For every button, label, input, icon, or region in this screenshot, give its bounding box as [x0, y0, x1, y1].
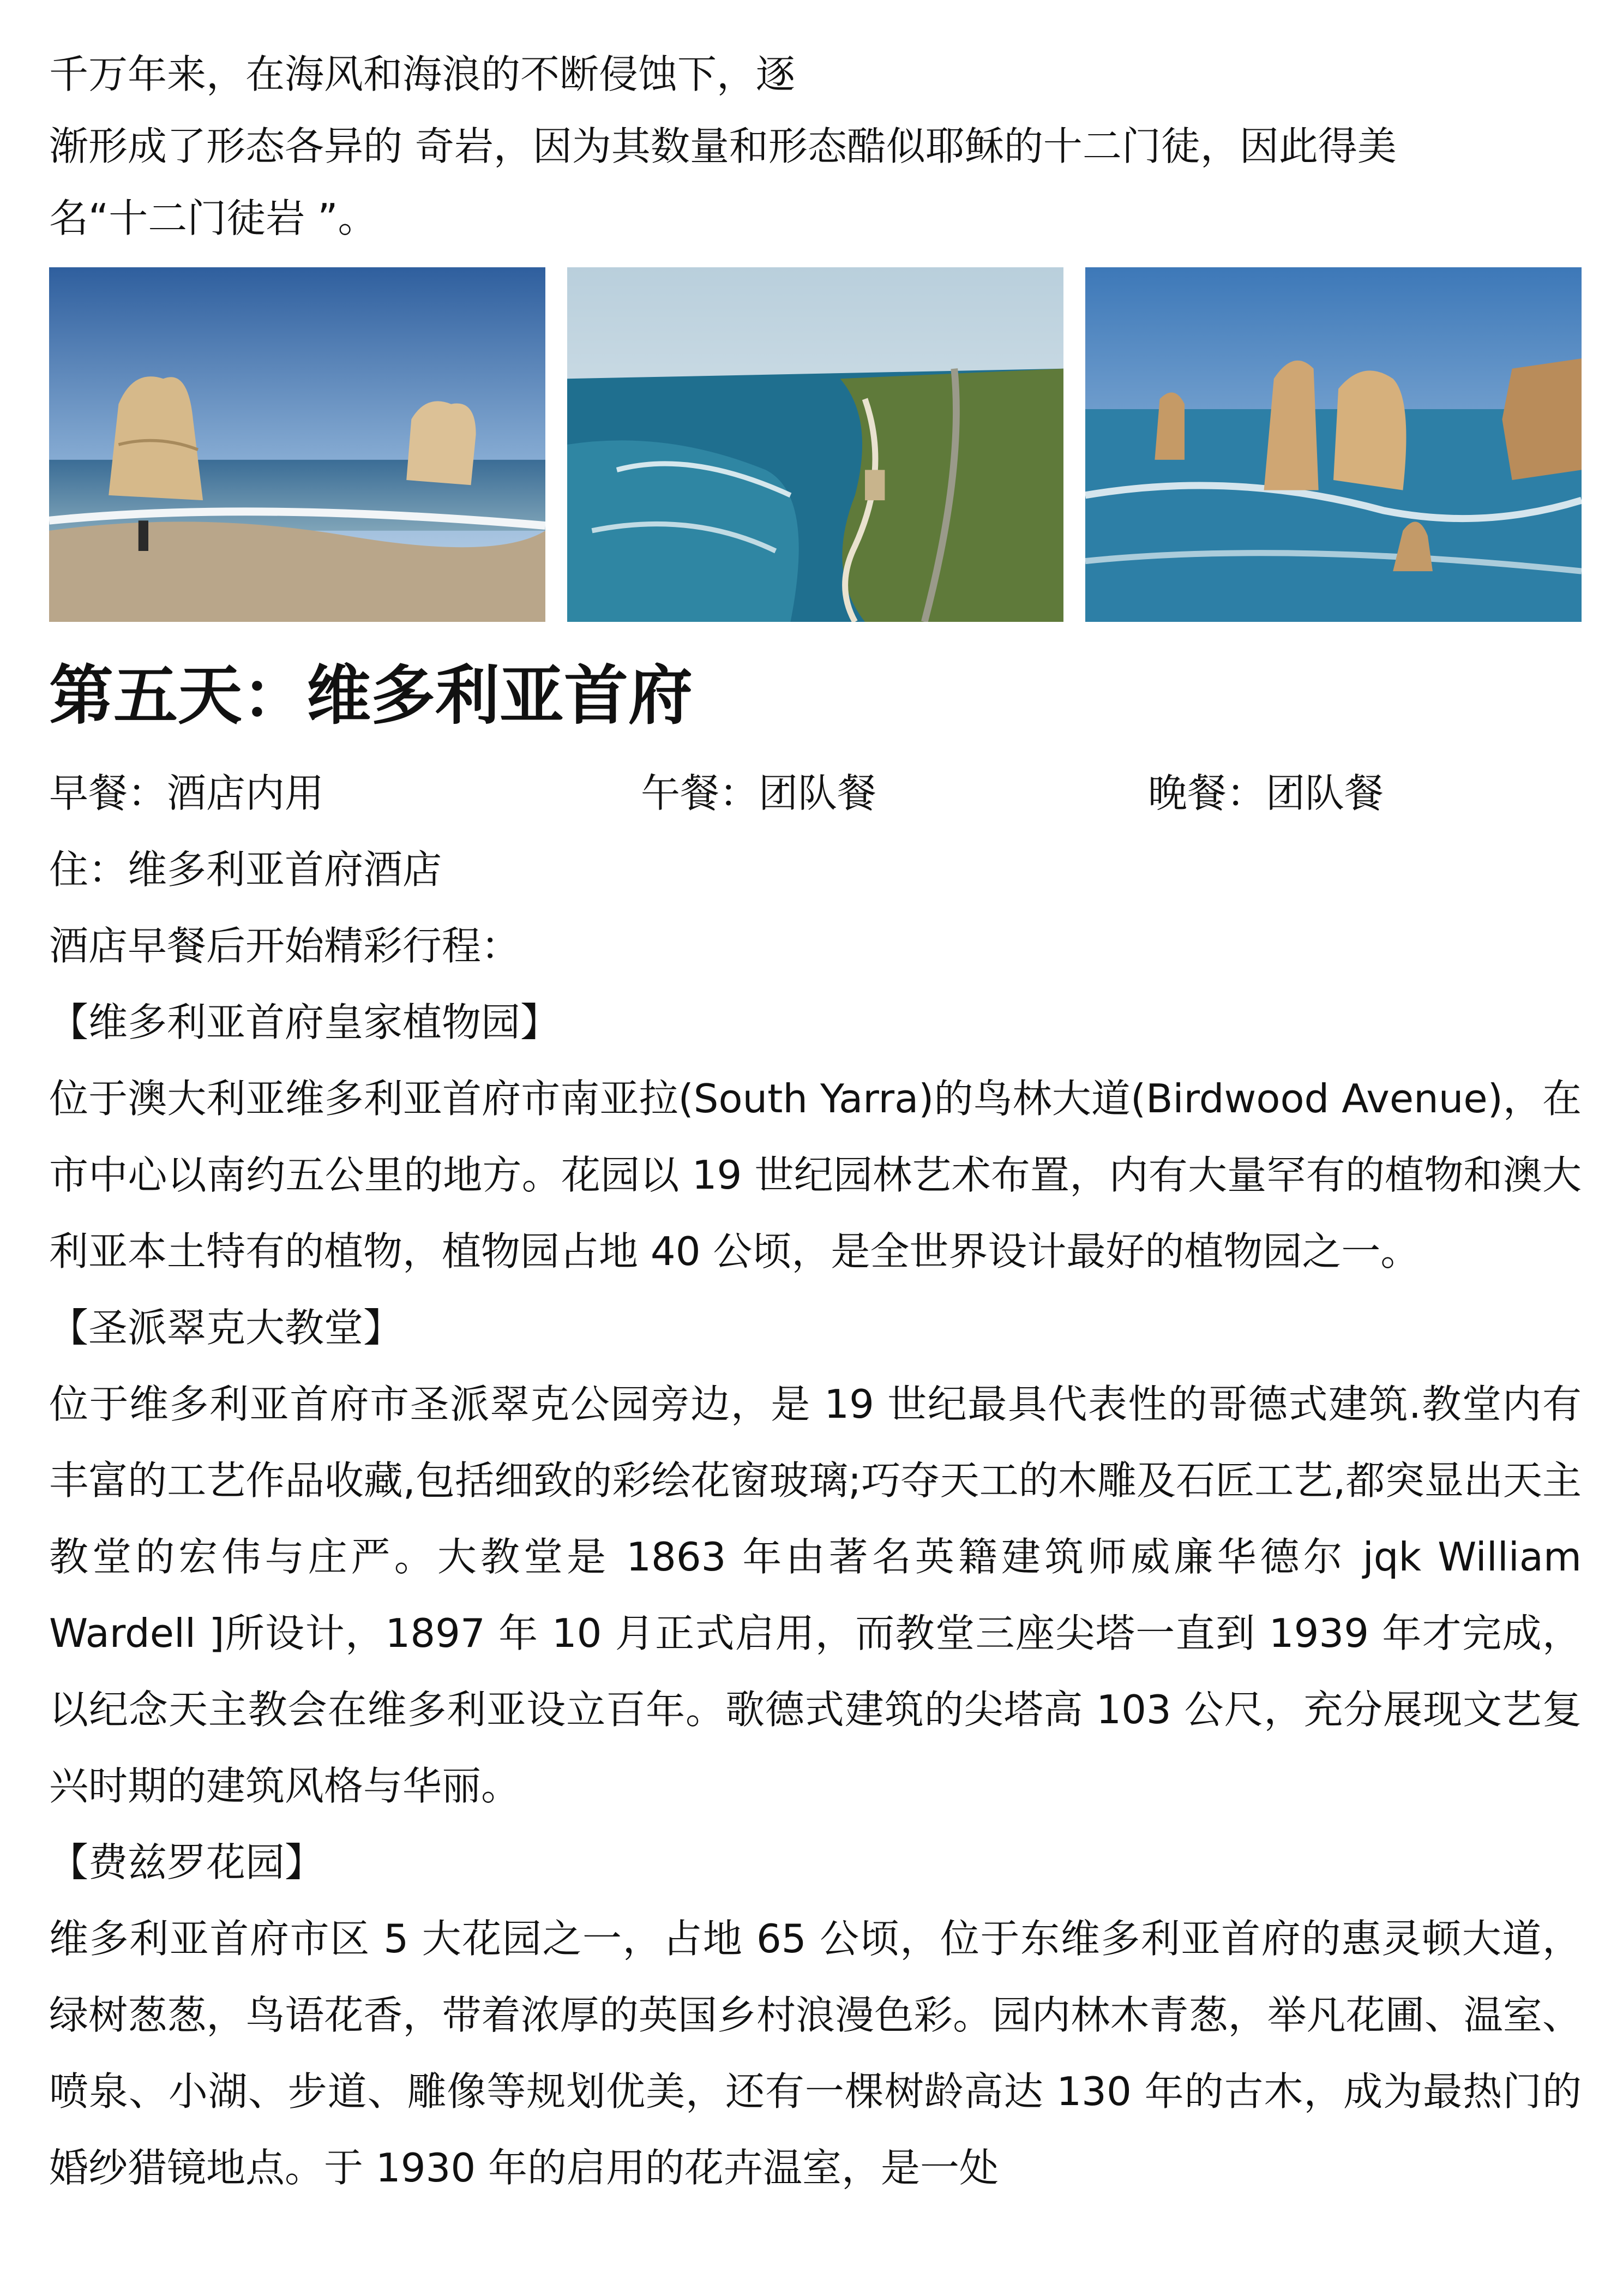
- itinerary-start: 酒店早餐后开始精彩行程：: [49, 923, 521, 969]
- meals-row: [49, 755, 1582, 831]
- intro-line-3: 名“十二门徒岩 ”。: [49, 195, 377, 241]
- twelve-apostles-beach-photo: [49, 267, 545, 622]
- photo-strip: [49, 267, 1582, 622]
- section-text-cathedral: 位于维多利亚首府市圣派翠克公园旁边，是 19 世纪最具代表性的哥德式建筑.教堂内有丰富的工艺作品收藏,包括细致的彩绘花窗玻璃;巧夺天工的木雕及石匠工艺,都突显出天主教堂的宏伟与庄严。大教堂是 1863 年由著名英籍建筑师威廉华德尔 jqk William Wardell ]所设计，1897 年 10 月正式启用，而教堂三座尖塔一直到 1939 年才完成，以纪念天主教会在维多利亚设立百年。歌德式建筑的尖塔高 103 公尺，充分展现文艺复兴时期的建筑风格与华丽。: [49, 1381, 1582, 1809]
- section-title-fitzroy-garden: 【费兹罗花园】: [49, 1839, 324, 1885]
- coastline-aerial-photo: [567, 267, 1063, 622]
- section-title-cathedral: 【圣派翠克大教堂】: [49, 1305, 403, 1351]
- day-title: 第五天：维多利亚首府: [49, 658, 693, 733]
- intro-line-2: 渐形成了形态各异的 奇岩，因为其数量和形态酷似耶稣的十二门徒，因此得美: [49, 123, 1397, 169]
- intro-line-1: 千万年来，在海风和海浪的不断侵蚀下，逐: [49, 51, 796, 97]
- section-text-botanic-garden: 位于澳大利亚维多利亚首府市南亚拉(South Yarra)的鸟林大道(Birdwood Avenue)，在市中心以南约五公里的地方。花园以 19 世纪园林艺术布置，内有大量罕有的植物和澳大利亚本土特有的植物，植物园占地 40 公顷，是全世界设计最好的植物园之一。: [49, 1076, 1582, 1274]
- dinner-info: 晚餐：团队餐: [1148, 770, 1384, 816]
- lunch-info: 午餐：团队餐: [641, 770, 877, 816]
- breakfast-info: 早餐：酒店内用: [49, 770, 324, 816]
- stay-info: 住：维多利亚首府酒店: [49, 847, 442, 892]
- section-text-fitzroy-garden: 维多利亚首府市区 5 大花园之一，占地 65 公顷，位于东维多利亚首府的惠灵顿大道，绿树葱葱，鸟语花香，带着浓厚的英国乡村浪漫色彩。园内林木青葱，举凡花圃、温室、喷泉、小湖、步道、雕像等规划优美，还有一棵树龄高达 130 年的古木，成为最热门的婚纱猎镜地点。于 1930 年的启用的花卉温室，是一处: [49, 1916, 1582, 2191]
- limestone-stacks-photo: [1085, 267, 1582, 622]
- document-page: [49, 38, 1582, 2206]
- intro-paragraph: [49, 38, 1582, 254]
- section-title-botanic-garden: 【维多利亚首府皇家植物园】: [49, 999, 560, 1045]
